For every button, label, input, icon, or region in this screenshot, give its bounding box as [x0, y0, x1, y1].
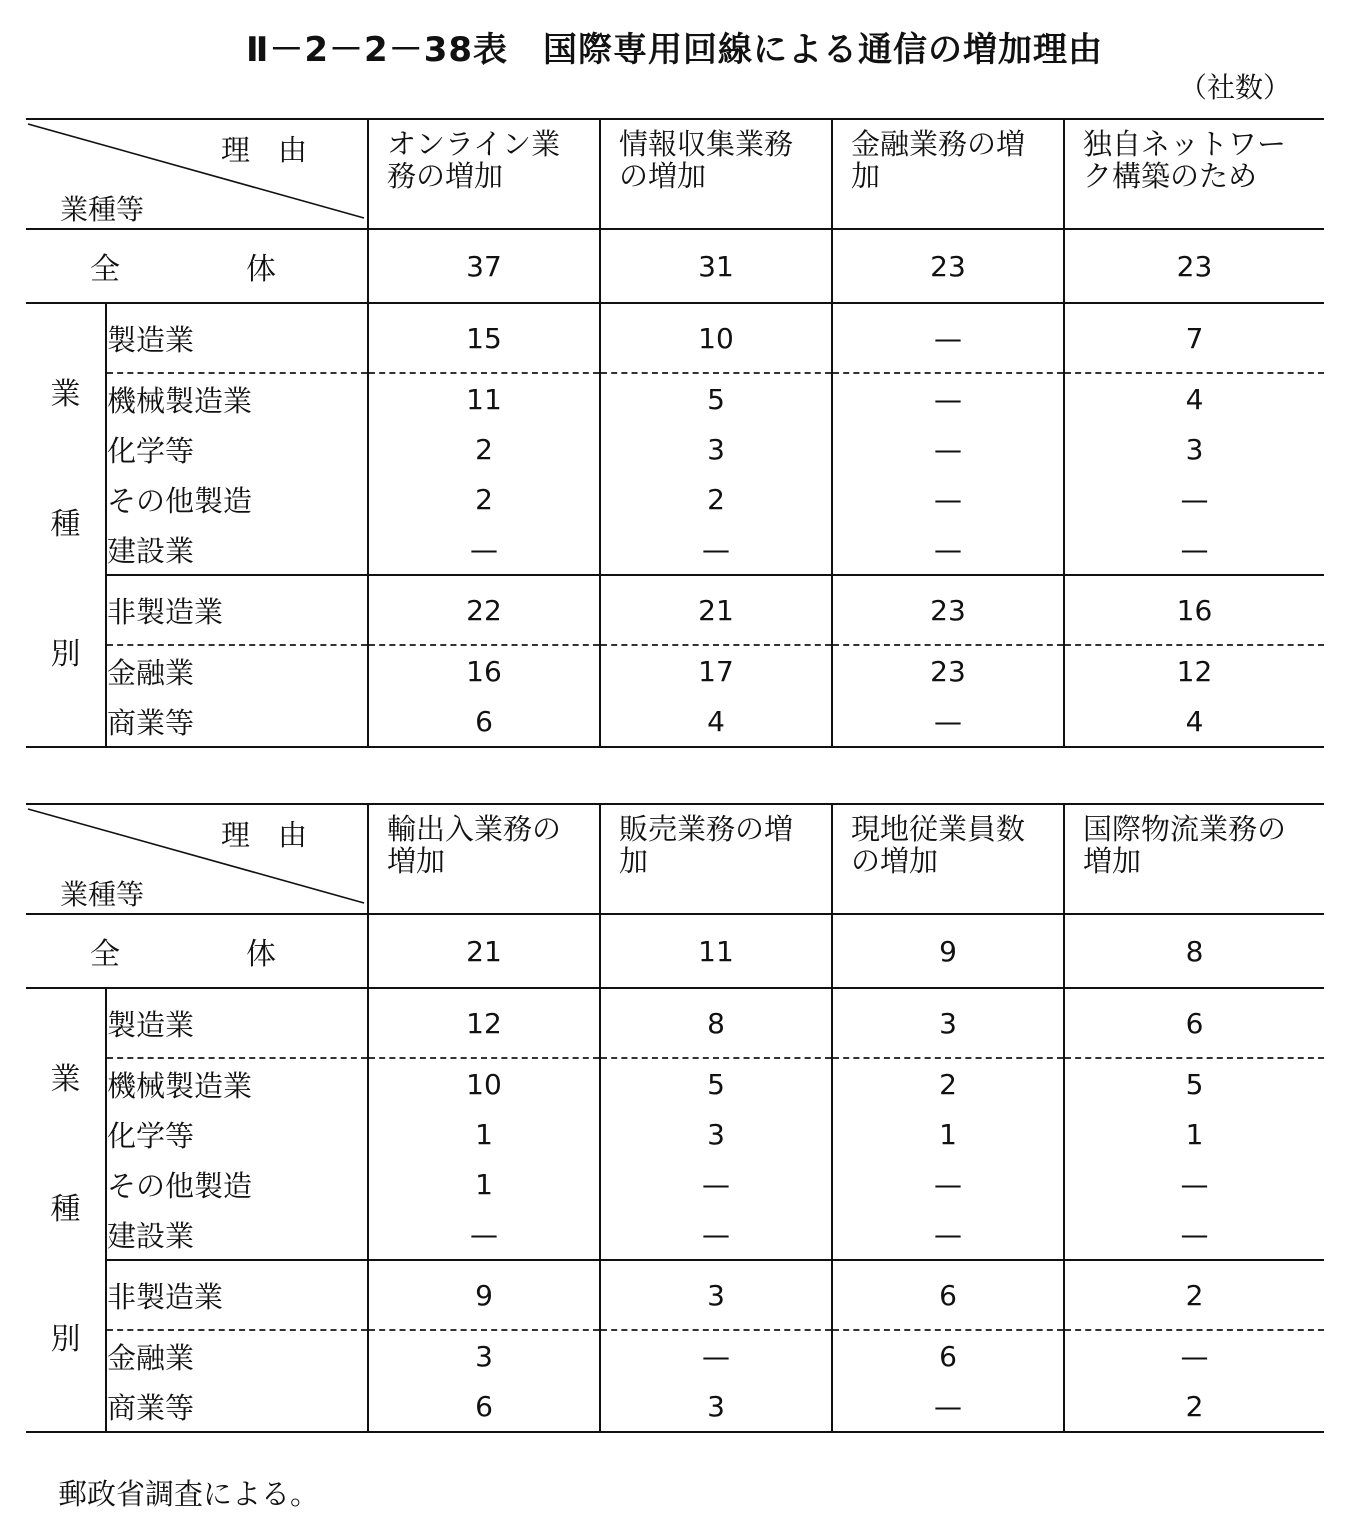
cell-value: 3: [600, 1109, 832, 1159]
corner-bottom-label: 業種等: [60, 878, 145, 911]
cell-value: 2: [832, 1058, 1064, 1109]
table-row: [26, 645, 1324, 696]
header-cell: 金融業務の増加: [832, 119, 1064, 229]
table-row: [26, 524, 1324, 575]
cell-value: —: [832, 474, 1064, 524]
cell-value: 6: [832, 1330, 1064, 1381]
total-row: [26, 229, 1324, 303]
cell-value: 3: [368, 1330, 600, 1381]
row-label: 金融業: [107, 655, 195, 690]
header-row: [26, 804, 1324, 914]
cell-value: 5: [600, 373, 832, 424]
header-cell: 現地従業員数の増加: [832, 804, 1064, 914]
table-2: [26, 803, 1324, 1433]
cell-value: —: [1064, 524, 1324, 575]
cell-value: 1: [368, 1109, 600, 1159]
cell-value: 12: [1064, 645, 1324, 696]
cell-value: 3: [600, 1260, 832, 1330]
table-row: [26, 1109, 1324, 1159]
cell-value: —: [832, 524, 1064, 575]
table-row: [26, 1330, 1324, 1381]
cell-value: —: [832, 1159, 1064, 1209]
row-label: 機械製造業: [107, 1068, 253, 1103]
cell-value: 7: [1064, 303, 1324, 373]
cell-value: —: [832, 373, 1064, 424]
table-row: [26, 1058, 1324, 1109]
cell-value: 5: [1064, 1058, 1324, 1109]
cell-value: 1: [832, 1109, 1064, 1159]
cell-value: 6: [368, 696, 600, 747]
table-row: [26, 424, 1324, 474]
cell-value: 10: [600, 303, 832, 373]
cell-value: —: [600, 524, 832, 575]
side-label-char: 別: [50, 637, 81, 672]
cell-value: 17: [600, 645, 832, 696]
cell-value: —: [368, 1209, 600, 1260]
cell-value: 5: [600, 1058, 832, 1109]
cell-value: 3: [600, 424, 832, 474]
row-label: 製造業: [106, 988, 368, 1058]
cell-value: 2: [1064, 1260, 1324, 1330]
cell-value: 21: [368, 914, 600, 988]
cell-value: 1: [1064, 1109, 1324, 1159]
cell-value: —: [1064, 474, 1324, 524]
cell-value: 6: [1064, 988, 1324, 1058]
table-row: [26, 696, 1324, 747]
cell-value: 22: [368, 575, 600, 645]
header-cell: 情報収集業務の増加: [600, 119, 832, 229]
cell-value: 21: [600, 575, 832, 645]
cell-value: 6: [832, 1260, 1064, 1330]
cell-value: 23: [832, 575, 1064, 645]
cell-value: —: [368, 524, 600, 575]
header-row: [26, 119, 1324, 229]
table-row: [26, 988, 1324, 1058]
cell-value: —: [1064, 1330, 1324, 1381]
corner-top-label: 理由: [220, 818, 335, 852]
row-label: 化学等: [107, 433, 195, 468]
corner-bottom-label: 業種等: [60, 193, 145, 226]
cell-value: 3: [832, 988, 1064, 1058]
cell-value: 23: [832, 229, 1064, 303]
side-label: [26, 303, 106, 747]
cell-value: 11: [368, 373, 600, 424]
cell-value: —: [600, 1330, 832, 1381]
cell-value: 2: [368, 424, 600, 474]
row-label: 商業等: [106, 1381, 368, 1432]
cell-value: 31: [600, 229, 832, 303]
cell-value: —: [600, 1159, 832, 1209]
cell-value: 2: [1064, 1381, 1324, 1432]
cell-value: —: [832, 1381, 1064, 1432]
cell-value: 9: [832, 914, 1064, 988]
side-label: [26, 988, 106, 1432]
corner-cell: [26, 119, 368, 229]
cell-value: —: [832, 303, 1064, 373]
total-row: [26, 914, 1324, 988]
header-cell: 販売業務の増加: [600, 804, 832, 914]
table-row: [26, 474, 1324, 524]
table-row: [26, 1260, 1324, 1330]
header-cell: 独自ネットワーク構築のため: [1064, 119, 1324, 229]
row-label-total: [26, 229, 368, 303]
table-row: [26, 1159, 1324, 1209]
table-row: [26, 303, 1324, 373]
total-label-b: 体: [246, 252, 276, 287]
row-label: 機械製造業: [107, 383, 253, 418]
total-label-a: 全: [90, 937, 120, 972]
row-label: その他製造: [107, 483, 253, 518]
row-label: 建設業: [107, 533, 195, 568]
cell-value: 1: [368, 1159, 600, 1209]
cell-value: —: [600, 1209, 832, 1260]
header-cell: 国際物流業務の増加: [1064, 804, 1324, 914]
row-label: 製造業: [106, 303, 368, 373]
row-label-total: [26, 914, 368, 988]
corner-cell: [26, 804, 368, 914]
corner-top-label: 理由: [220, 133, 335, 167]
row-label: 金融業: [107, 1340, 195, 1375]
row-label: 商業等: [106, 696, 368, 747]
header-cell: 輸出入業務の増加: [368, 804, 600, 914]
side-label-char: 業: [50, 377, 81, 412]
cell-value: 11: [600, 914, 832, 988]
cell-value: 16: [368, 645, 600, 696]
cell-value: 9: [368, 1260, 600, 1330]
cell-value: 4: [600, 696, 832, 747]
header-cell: オンライン業務の増加: [368, 119, 600, 229]
cell-value: 4: [1064, 696, 1324, 747]
table-1: [26, 118, 1324, 748]
total-label-a: 全: [90, 252, 120, 287]
unit-label: （社数）: [1178, 71, 1291, 104]
cell-value: 4: [1064, 373, 1324, 424]
cell-value: 10: [368, 1058, 600, 1109]
side-label-char: 種: [50, 507, 81, 542]
row-label: 化学等: [107, 1118, 195, 1153]
cell-value: 2: [368, 474, 600, 524]
cell-value: —: [832, 696, 1064, 747]
side-label-char: 種: [50, 1192, 81, 1227]
side-label-char: 別: [50, 1322, 81, 1357]
total-label-b: 体: [246, 937, 276, 972]
side-label-char: 業: [50, 1062, 81, 1097]
cell-value: 6: [368, 1381, 600, 1432]
cell-value: 23: [1064, 229, 1324, 303]
footnote: 郵政省調査による。: [58, 1477, 320, 1511]
table-row: [26, 1209, 1324, 1260]
cell-value: 3: [1064, 424, 1324, 474]
cell-value: —: [832, 1209, 1064, 1260]
table-row: [26, 1381, 1324, 1432]
cell-value: 8: [600, 988, 832, 1058]
cell-value: —: [832, 424, 1064, 474]
row-label: 非製造業: [106, 1260, 368, 1330]
cell-value: 23: [832, 645, 1064, 696]
cell-value: 8: [1064, 914, 1324, 988]
cell-value: —: [1064, 1209, 1324, 1260]
cell-value: —: [1064, 1159, 1324, 1209]
cell-value: 3: [600, 1381, 832, 1432]
table-row: [26, 373, 1324, 424]
row-label: 建設業: [107, 1218, 195, 1253]
page-title: Ⅱ－2－2－38表 国際専用回線による通信の増加理由: [245, 30, 1104, 70]
cell-value: 2: [600, 474, 832, 524]
row-label: 非製造業: [106, 575, 368, 645]
cell-value: 16: [1064, 575, 1324, 645]
table-row: [26, 575, 1324, 645]
cell-value: 12: [368, 988, 600, 1058]
cell-value: 37: [368, 229, 600, 303]
cell-value: 15: [368, 303, 600, 373]
row-label: その他製造: [107, 1168, 253, 1203]
